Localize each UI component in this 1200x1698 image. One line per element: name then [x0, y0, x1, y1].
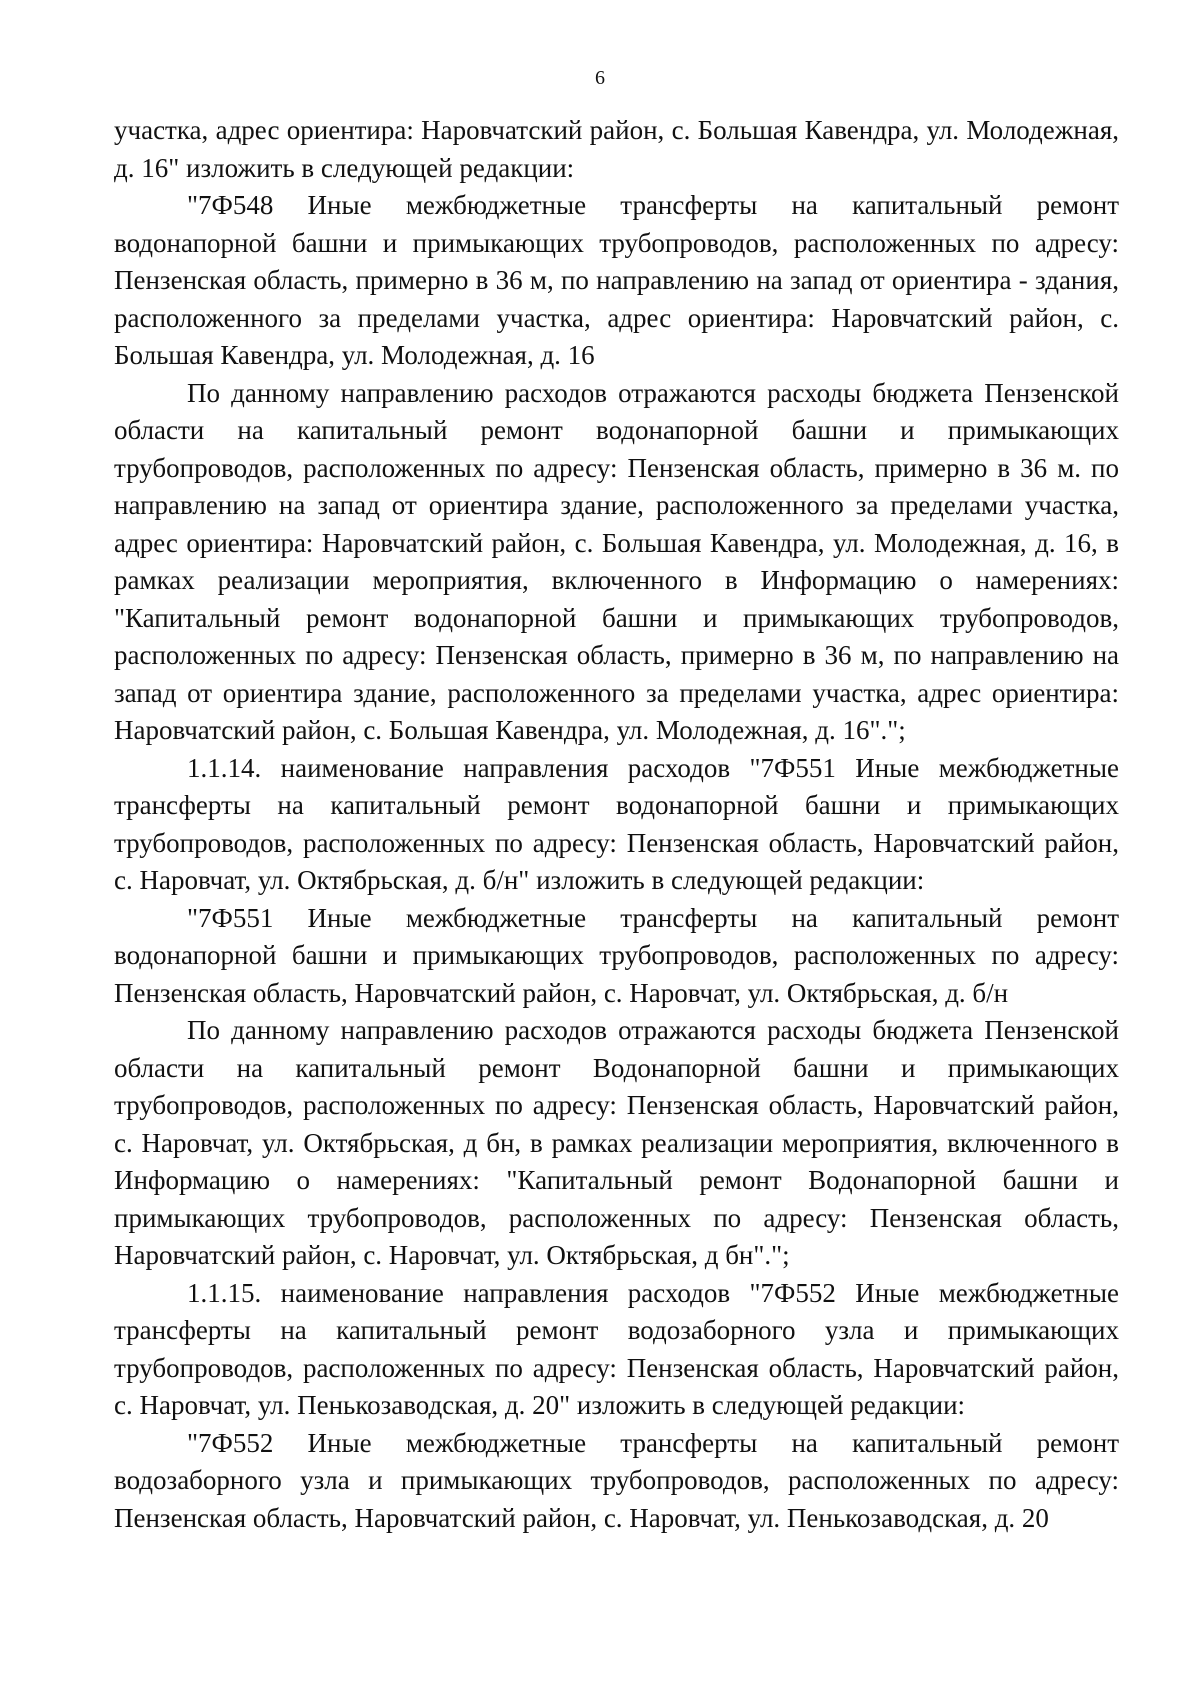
paragraph-item-1-1-14: 1.1.14. наименование направления расходов "7Ф551 Иные межбюджетные трансферты на капитальный ремонт водонапорной башни и примыкающих трубопроводов, расположенных по адресу: Пензенская область, Наровчатский район, с. Наровчат, ул. Октябрьская, д. б/н" изложить в следующей редакции: [114, 752, 1119, 895]
document-body [114, 112, 1119, 1537]
paragraph-7f548-description: По данному направлению расходов отражаются расходы бюджета Пензенской области на капитальный ремонт водонапорной башни и примыкающих трубопроводов, расположенных по адресу: Пензенская область, примерно в 36 м. по направлению на запад от ориентира здание, расположенного за пределами участка, адрес ориентира: Наровчатский район, с. Большая Кавендра, ул. Молодежная, д. 16, в рамках реализации мероприятия, включенного в Информацию о намерениях: "Капитальный ремонт водонапорной башни и примыкающих трубопроводов, расположенных по адресу: Пензенская область, примерно в 36 м, по направлению на запад от ориентира здание, расположенного за пределами участка, адрес ориентира: Наровчатский район, с. Большая Кавендра, ул. Молодежная, д. 16"."; [114, 377, 1119, 745]
paragraph-continuation: участка, адрес ориентира: Наровчатский район, с. Большая Кавендра, ул. Молодежная, д. 16" изложить в следующей редакции: [114, 115, 1119, 183]
paragraph-7f548-definition: "7Ф548 Иные межбюджетные трансферты на капитальный ремонт водонапорной башни и примыкающих трубопроводов, расположенных по адресу: Пензенская область, примерно в 36 м, по направлению на запад от ориентира - здания, расположенного за пределами участка, адрес ориентира: Наровчатский район, с. Большая Кавендра, ул. Молодежная, д. 16 [114, 190, 1119, 370]
paragraph-7f552-definition: "7Ф552 Иные межбюджетные трансферты на капитальный ремонт водозаборного узла и примыкающих трубопроводов, расположенных по адресу: Пензенская область, Наровчатский район, с. Наровчат, ул. Пенькозаводская, д. 20 [114, 1427, 1119, 1533]
paragraph-7f551-definition: "7Ф551 Иные межбюджетные трансферты на капитальный ремонт водонапорной башни и примыкающих трубопроводов, расположенных по адресу: Пензенская область, Наровчатский район, с. Наровчат, ул. Октябрьская, д. б/н [114, 902, 1119, 1008]
paragraph-7f551-description: По данному направлению расходов отражаются расходы бюджета Пензенской области на капитальный ремонт Водонапорной башни и примыкающих трубопроводов, расположенных по адресу: Пензенская область, Наровчатский район, с. Наровчат, ул. Октябрьская, д бн, в рамках реализации мероприятия, включенного в Информацию о намерениях: "Капитальный ремонт Водонапорной башни и примыкающих трубопроводов, расположенных по адресу: Пензенская область, Наровчатский район, с. Наровчат, ул. Октябрьская, д бн"."; [114, 1015, 1119, 1270]
paragraph-item-1-1-15: 1.1.15. наименование направления расходов "7Ф552 Иные межбюджетные трансферты на капитальный ремонт водозаборного узла и примыкающих трубопроводов, расположенных по адресу: Пензенская область, Наровчатский район, с. Наровчат, ул. Пенькозаводская, д. 20" изложить в следующей редакции: [114, 1277, 1119, 1420]
page-number: 6 [595, 67, 605, 89]
